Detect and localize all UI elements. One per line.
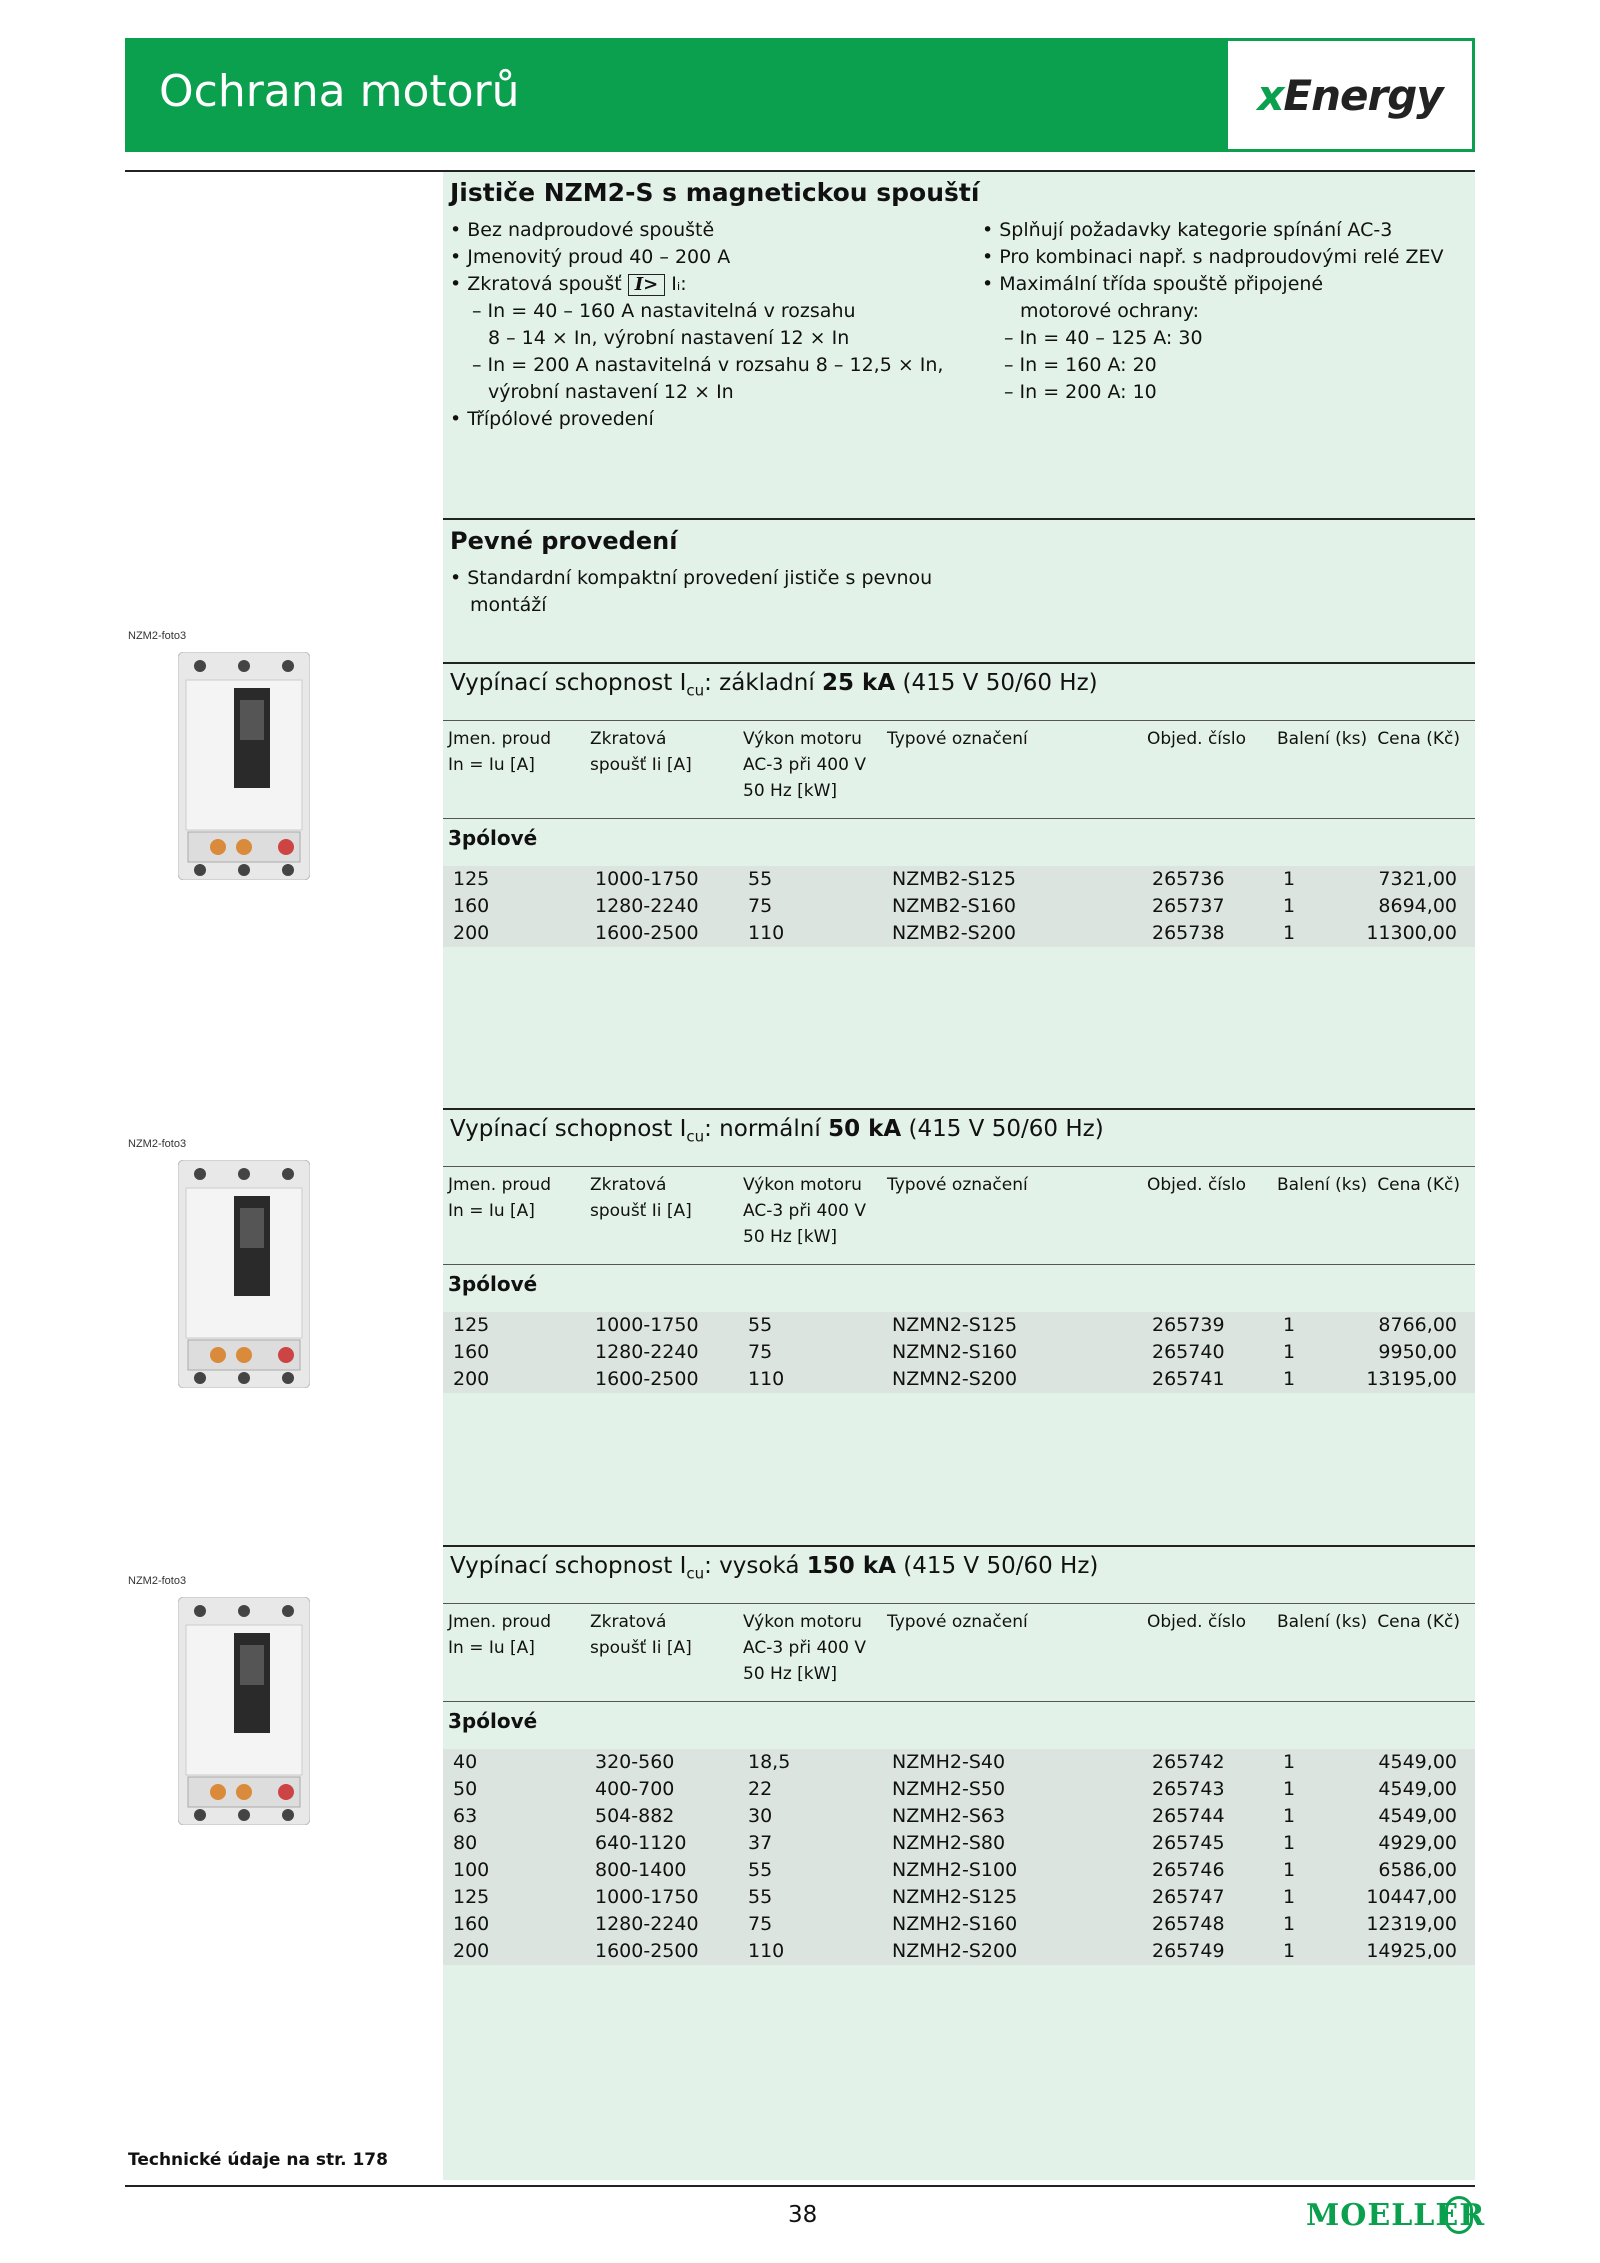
table-cell: 1280-2240 xyxy=(595,1341,699,1363)
table-cell: 160 xyxy=(453,1913,490,1935)
table-row xyxy=(443,1830,1475,1857)
column-header: Typové označení xyxy=(887,1175,1028,1195)
table-rule xyxy=(443,818,1475,819)
column-header: Výkon motoru AC-3 při 400 V 50 Hz [kW] xyxy=(743,729,866,801)
table-row xyxy=(443,866,1475,893)
table-cell: 1 xyxy=(1283,1886,1296,1908)
section-rule xyxy=(443,1545,1475,1547)
table-cell: 1 xyxy=(1283,1859,1296,1881)
intro-item: • Splňují požadavky kategorie spínání AC-3 xyxy=(982,217,1444,244)
table-cell: NZMB2-S125 xyxy=(892,868,1016,890)
table-cell: 640-1120 xyxy=(595,1832,687,1854)
table-cell: NZMH2-S160 xyxy=(892,1913,1018,1935)
table-rule xyxy=(443,1701,1475,1702)
table-cell: 265745 xyxy=(1152,1832,1225,1854)
table-cell: 1600-2500 xyxy=(595,922,699,944)
table-cell: 265746 xyxy=(1152,1859,1225,1881)
poles-label: 3pólové xyxy=(448,1272,538,1296)
intro-item: – In = 40 – 125 A: 30 xyxy=(1004,327,1203,349)
breaker-photo xyxy=(178,1160,310,1388)
table-cell: 55 xyxy=(748,868,773,890)
table-cell: 18,5 xyxy=(748,1751,791,1773)
table-cell: 55 xyxy=(748,1859,773,1881)
table-cell: 110 xyxy=(748,922,785,944)
intro-item: • Jmenovitý proud 40 – 200 A xyxy=(450,244,943,271)
fixed-text-2: montáží xyxy=(470,594,547,616)
table-row xyxy=(443,1884,1475,1911)
table-cell: 75 xyxy=(748,895,773,917)
table-row xyxy=(443,1339,1475,1366)
table-cell: 1 xyxy=(1283,1940,1296,1962)
table-cell: 55 xyxy=(748,1886,773,1908)
table-cell: 1 xyxy=(1283,895,1296,917)
table-cell: 30 xyxy=(748,1805,773,1827)
table-cell: 265742 xyxy=(1152,1751,1225,1773)
column-header: Objed. číslo xyxy=(1147,729,1247,749)
table-row xyxy=(443,893,1475,920)
poles-label: 3pólové xyxy=(448,826,538,850)
table-cell: 9950,00 xyxy=(1378,1341,1457,1363)
column-header: Výkon motoru AC-3 při 400 V 50 Hz [kW] xyxy=(743,1612,866,1684)
table-cell: 125 xyxy=(453,1314,490,1336)
table-cell: 200 xyxy=(453,1368,490,1390)
intro-item: • Bez nadproudové spouště xyxy=(450,217,943,244)
table-cell: 265739 xyxy=(1152,1314,1225,1336)
table-cell: 100 xyxy=(453,1859,490,1881)
table-cell: 37 xyxy=(748,1832,773,1854)
intro-right-list xyxy=(982,217,1444,406)
table-rule xyxy=(443,720,1475,721)
table-cell: 110 xyxy=(748,1940,785,1962)
poles-label: 3pólové xyxy=(448,1709,538,1733)
table-cell: 400-700 xyxy=(595,1778,675,1800)
table-rule xyxy=(443,1603,1475,1604)
table-cell: 75 xyxy=(748,1913,773,1935)
section-rule xyxy=(443,518,1475,520)
table-cell: 22 xyxy=(748,1778,773,1800)
table-cell: 1 xyxy=(1283,1913,1296,1935)
table-cell: 6586,00 xyxy=(1378,1859,1457,1881)
table-cell: 7321,00 xyxy=(1378,868,1457,890)
intro-item: • Třípólové provedení xyxy=(450,406,943,433)
photo-label: NZM2-foto3 xyxy=(128,1138,187,1150)
column-header: Typové označení xyxy=(887,729,1028,749)
table-cell: 1600-2500 xyxy=(595,1368,699,1390)
table-cell: 1 xyxy=(1283,1368,1296,1390)
table-cell: 40 xyxy=(453,1751,478,1773)
table-cell: 125 xyxy=(453,1886,490,1908)
breaker-photo xyxy=(178,1597,310,1825)
table-cell: 1000-1750 xyxy=(595,1886,699,1908)
intro-section xyxy=(450,178,1475,430)
table-row xyxy=(443,1776,1475,1803)
section-caption: Vypínací schopnost $I_{cu}$: vysoká 150 kA (415 V 50/60 Hz) xyxy=(450,1553,1099,1583)
table-cell: 160 xyxy=(453,1341,490,1363)
table-cell: 265744 xyxy=(1152,1805,1225,1827)
table-cell: 265737 xyxy=(1152,895,1225,917)
table-cell: 1280-2240 xyxy=(595,1913,699,1935)
table-row xyxy=(443,1803,1475,1830)
column-header: Typové označení xyxy=(887,1612,1028,1632)
column-header: Jmen. proud In = Iu [A] xyxy=(448,1175,551,1221)
table-body xyxy=(443,866,1475,947)
page-title: Ochrana motorů xyxy=(159,66,520,117)
table-cell: 4549,00 xyxy=(1378,1805,1457,1827)
column-header: Zkratová spoušť Ii [A] xyxy=(590,1175,692,1221)
page-number: 38 xyxy=(788,2202,818,2228)
table-cell: 110 xyxy=(748,1368,785,1390)
table-cell: 1 xyxy=(1283,1832,1296,1854)
table-cell: 265736 xyxy=(1152,868,1225,890)
table-cell: 320-560 xyxy=(595,1751,675,1773)
table-cell: 4549,00 xyxy=(1378,1751,1457,1773)
photo-label: NZM2-foto3 xyxy=(128,630,187,642)
column-header: Objed. číslo xyxy=(1147,1612,1247,1632)
intro-item: motorové ochrany: xyxy=(1020,300,1200,322)
table-row xyxy=(443,920,1475,947)
intro-item: 8 – 14 × In, výrobní nastavení 12 × In xyxy=(488,327,850,349)
moeller-logo: MOELLER xyxy=(1306,2198,1486,2233)
table-cell: 265749 xyxy=(1152,1940,1225,1962)
column-header: Balení (ks) xyxy=(1277,729,1368,749)
table-cell: 13195,00 xyxy=(1366,1368,1457,1390)
table-cell: NZMB2-S160 xyxy=(892,895,1016,917)
table-cell: NZMH2-S63 xyxy=(892,1805,1006,1827)
table-cell: 125 xyxy=(453,868,490,890)
table-cell: 1 xyxy=(1283,1314,1296,1336)
page-header xyxy=(125,38,1475,152)
fixed-text-1: • Standardní kompaktní provedení jističe s pevnou xyxy=(450,565,1475,592)
table-cell: NZMN2-S160 xyxy=(892,1341,1018,1363)
table-cell: 504-882 xyxy=(595,1805,675,1827)
table-cell: 80 xyxy=(453,1832,478,1854)
table-cell: 14925,00 xyxy=(1366,1940,1457,1962)
table-cell: 63 xyxy=(453,1805,478,1827)
table-cell: 1000-1750 xyxy=(595,868,699,890)
intro-item: – In = 40 – 160 A nastavitelná v rozsahu xyxy=(472,300,856,322)
column-header: Cena (Kč) xyxy=(1377,1175,1460,1195)
table-body xyxy=(443,1749,1475,1965)
table-cell: 1 xyxy=(1283,1805,1296,1827)
column-header: Cena (Kč) xyxy=(1377,729,1460,749)
column-header: Cena (Kč) xyxy=(1377,1612,1460,1632)
table-cell: NZMH2-S40 xyxy=(892,1751,1006,1773)
intro-item: – In = 200 A: 10 xyxy=(1004,381,1157,403)
table-cell: 200 xyxy=(453,922,490,944)
table-cell: NZMB2-S200 xyxy=(892,922,1016,944)
section-caption: Vypínací schopnost $I_{cu}$: normální 50 kA (415 V 50/60 Hz) xyxy=(450,1116,1104,1146)
table-cell: 1000-1750 xyxy=(595,1314,699,1336)
intro-item: výrobní nastavení 12 × In xyxy=(488,381,734,403)
table-cell: 1 xyxy=(1283,1778,1296,1800)
table-cell: 800-1400 xyxy=(595,1859,687,1881)
table-cell: 10447,00 xyxy=(1366,1886,1457,1908)
column-header: Zkratová spoušť Ii [A] xyxy=(590,1612,692,1658)
table-body xyxy=(443,1312,1475,1393)
table-cell: 265740 xyxy=(1152,1341,1225,1363)
column-header: Balení (ks) xyxy=(1277,1612,1368,1632)
column-header: Zkratová spoušť Ii [A] xyxy=(590,729,692,775)
xenergy-logo: xEnergy xyxy=(1227,40,1473,150)
table-cell: 265741 xyxy=(1152,1368,1225,1390)
table-cell: 4929,00 xyxy=(1378,1832,1457,1854)
intro-item: • Maximální třída spouště připojené xyxy=(982,271,1444,298)
short-circuit-symbol: I> xyxy=(628,274,666,296)
table-rule xyxy=(443,1264,1475,1265)
table-row xyxy=(443,1857,1475,1884)
table-rule xyxy=(443,1166,1475,1167)
table-cell: 1 xyxy=(1283,868,1296,890)
table-cell: 11300,00 xyxy=(1366,922,1457,944)
table-cell: 200 xyxy=(453,1940,490,1962)
table-cell: 75 xyxy=(748,1341,773,1363)
table-cell: NZMN2-S125 xyxy=(892,1314,1018,1336)
table-row xyxy=(443,1938,1475,1965)
table-cell: 50 xyxy=(453,1778,478,1800)
table-row xyxy=(443,1312,1475,1339)
table-cell: 160 xyxy=(453,895,490,917)
section-rule xyxy=(443,1108,1475,1110)
intro-item: – In = 200 A nastavitelná v rozsahu 8 – 12,5 × In, xyxy=(472,354,944,376)
table-row xyxy=(443,1749,1475,1776)
column-header: Balení (ks) xyxy=(1277,1175,1368,1195)
table-cell: 1600-2500 xyxy=(595,1940,699,1962)
column-header: Výkon motoru AC-3 při 400 V 50 Hz [kW] xyxy=(743,1175,866,1247)
column-header: Objed. číslo xyxy=(1147,1175,1247,1195)
table-row xyxy=(443,1366,1475,1393)
table-cell: NZMN2-S200 xyxy=(892,1368,1018,1390)
table-cell: 265743 xyxy=(1152,1778,1225,1800)
table-cell: 4549,00 xyxy=(1378,1778,1457,1800)
fixed-section xyxy=(450,527,1475,619)
table-cell: 1 xyxy=(1283,1341,1296,1363)
table-cell: 1280-2240 xyxy=(595,895,699,917)
section-rule xyxy=(443,662,1475,664)
intro-title: Jističe NZM2-S s magnetickou spouští xyxy=(450,178,980,207)
table-cell: 55 xyxy=(748,1314,773,1336)
intro-item: – In = 160 A: 20 xyxy=(1004,354,1157,376)
column-header: Jmen. proud In = Iu [A] xyxy=(448,1612,551,1658)
intro-item: • Zkratová spoušť I> Iᵢ: xyxy=(450,271,943,298)
technical-note: Technické údaje na str. 178 xyxy=(128,2150,388,2170)
bottom-rule xyxy=(125,2185,1475,2187)
photo-label: NZM2-foto3 xyxy=(128,1575,187,1587)
intro-item: • Pro kombinaci např. s nadproudovými relé ZEV xyxy=(982,244,1444,271)
table-cell: NZMH2-S100 xyxy=(892,1859,1018,1881)
table-row xyxy=(443,1911,1475,1938)
table-cell: 8694,00 xyxy=(1378,895,1457,917)
table-cell: 1 xyxy=(1283,922,1296,944)
fixed-title: Pevné provedení xyxy=(450,527,678,555)
intro-left-list xyxy=(450,217,943,433)
table-cell: 265747 xyxy=(1152,1886,1225,1908)
table-cell: NZMH2-S125 xyxy=(892,1886,1018,1908)
table-cell: NZMH2-S80 xyxy=(892,1832,1006,1854)
column-header: Jmen. proud In = Iu [A] xyxy=(448,729,551,775)
table-cell: NZMH2-S50 xyxy=(892,1778,1006,1800)
table-cell: 265748 xyxy=(1152,1913,1225,1935)
table-cell: 8766,00 xyxy=(1378,1314,1457,1336)
section-caption: Vypínací schopnost $I_{cu}$: základní 25 kA (415 V 50/60 Hz) xyxy=(450,670,1098,700)
table-cell: NZMH2-S200 xyxy=(892,1940,1018,1962)
breaker-photo xyxy=(178,652,310,880)
table-cell: 1 xyxy=(1283,1751,1296,1773)
table-cell: 12319,00 xyxy=(1366,1913,1457,1935)
moeller-icon xyxy=(1445,2196,1473,2234)
table-cell: 265738 xyxy=(1152,922,1225,944)
